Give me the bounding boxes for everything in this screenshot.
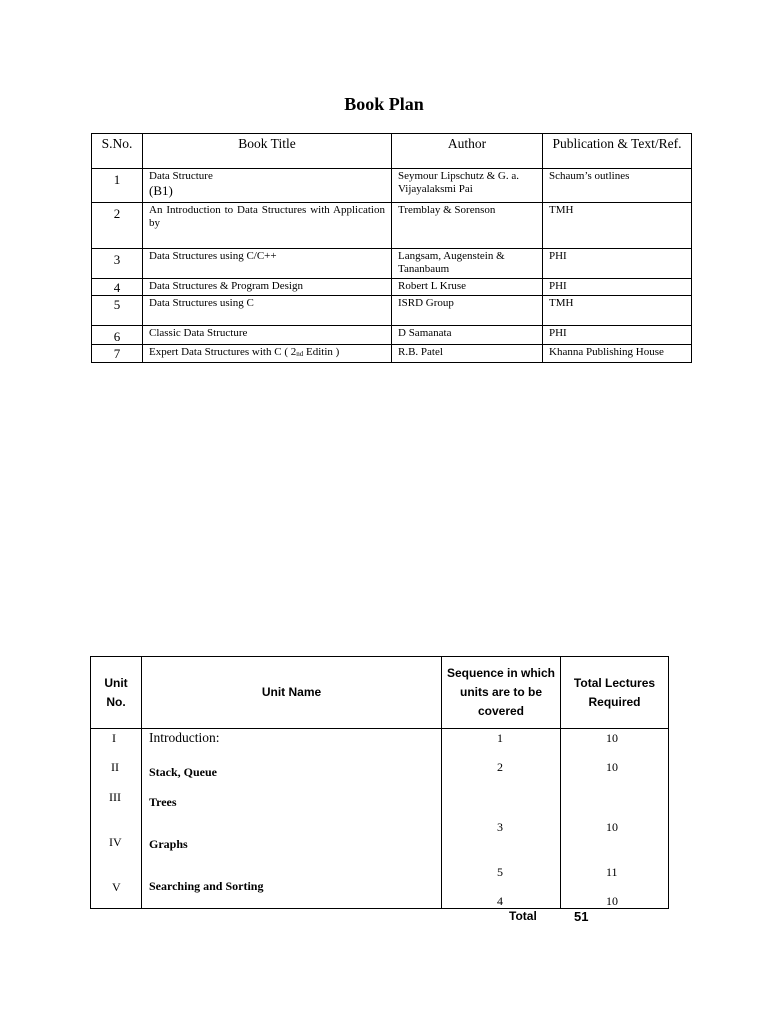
table-row [92, 249, 692, 279]
row-author: D Samanata [392, 326, 543, 345]
row-publication: TMH [543, 203, 692, 249]
row-sno: 1 [92, 169, 143, 203]
row-publication: PHI [543, 326, 692, 345]
book-title-text-end: Editin ) [303, 346, 340, 358]
unit-table-header-row [91, 657, 669, 729]
table-row [92, 296, 692, 326]
table-row [92, 203, 692, 249]
row-publication: Schaum’s outlines [543, 169, 692, 203]
header-author: Author [392, 134, 543, 169]
row-sno: 5 [92, 296, 143, 326]
row-author: Seymour Lipschutz & G. a. Vijayalaksmi Pai [392, 169, 543, 203]
header-unit-no: Unit No. [91, 657, 142, 729]
row-book-title [143, 169, 392, 203]
row-sno: 2 [92, 203, 143, 249]
row-author: ISRD Group [392, 296, 543, 326]
total-label: Total [509, 909, 537, 923]
unit-number: II [111, 760, 119, 774]
row-sno: 3 [92, 249, 143, 279]
sequence-cell [442, 729, 561, 909]
ordinal-suffix: nd [296, 350, 304, 358]
lectures-cell [561, 729, 669, 909]
table-row [92, 169, 692, 203]
total-value: 51 [574, 909, 589, 924]
unit-name-cell [142, 729, 442, 909]
sequence-value: 2 [497, 760, 503, 774]
row-author: Robert L Kruse [392, 279, 543, 296]
book-code: (B1) [149, 183, 173, 198]
sequence-value: 3 [497, 820, 503, 834]
lectures-value: 10 [606, 894, 618, 908]
header-sno: S.No. [92, 134, 143, 169]
unit-plan-table [90, 656, 669, 909]
row-book-title: Classic Data Structure [143, 326, 392, 345]
row-book-title: Data Structures using C [143, 296, 392, 326]
row-author: R.B. Patel [392, 345, 543, 363]
row-publication: TMH [543, 296, 692, 326]
lectures-value: 10 [606, 820, 618, 834]
unit-number-cell [91, 729, 142, 909]
row-book-title: Data Structures using C/C++ [143, 249, 392, 279]
lectures-value: 10 [606, 760, 618, 774]
sequence-value: 1 [497, 731, 503, 745]
header-publication: Publication & Text/Ref. [543, 134, 692, 169]
row-sno: 7 [92, 345, 143, 363]
unit-table-body-row [91, 729, 669, 909]
unit-number: V [112, 880, 121, 894]
row-author: Tremblay & Sorenson [392, 203, 543, 249]
unit-name: Searching and Sorting [149, 879, 264, 893]
unit-number: III [109, 790, 121, 804]
header-unit-name: Unit Name [142, 657, 442, 729]
book-title-text: Data Structure [149, 170, 213, 182]
book-plan-table [91, 133, 692, 363]
row-publication: PHI [543, 279, 692, 296]
page-title: Book Plan [344, 94, 424, 114]
table-row [92, 279, 692, 296]
row-author: Langsam, Augenstein & Tananbaum [392, 249, 543, 279]
lectures-value: 10 [606, 731, 618, 745]
row-book-title: An Introduction to Data Structures with Application by [143, 203, 392, 249]
unit-name: Introduction: [149, 730, 220, 745]
sequence-value: 4 [497, 894, 503, 908]
row-publication: Khanna Publishing House [543, 345, 692, 363]
row-book-title [143, 345, 392, 363]
row-publication: PHI [543, 249, 692, 279]
sequence-value: 5 [497, 865, 503, 879]
unit-name: Trees [149, 795, 177, 809]
unit-number: I [112, 731, 116, 745]
row-sno: 4 [92, 279, 143, 296]
book-table-header-row [92, 134, 692, 169]
unit-name: Graphs [149, 837, 188, 851]
header-book-title: Book Title [143, 134, 392, 169]
row-book-title: Data Structures & Program Design [143, 279, 392, 296]
unit-number: IV [109, 835, 122, 849]
header-lectures: Total Lectures Required [561, 657, 669, 729]
table-row [92, 326, 692, 345]
unit-name: Stack, Queue [149, 765, 218, 779]
header-sequence: Sequence in which units are to be covered [442, 657, 561, 729]
book-title-text: Expert Data Structures with C ( 2 [149, 346, 297, 358]
lectures-value: 11 [606, 865, 618, 879]
table-row [92, 345, 692, 363]
row-sno: 6 [92, 326, 143, 345]
